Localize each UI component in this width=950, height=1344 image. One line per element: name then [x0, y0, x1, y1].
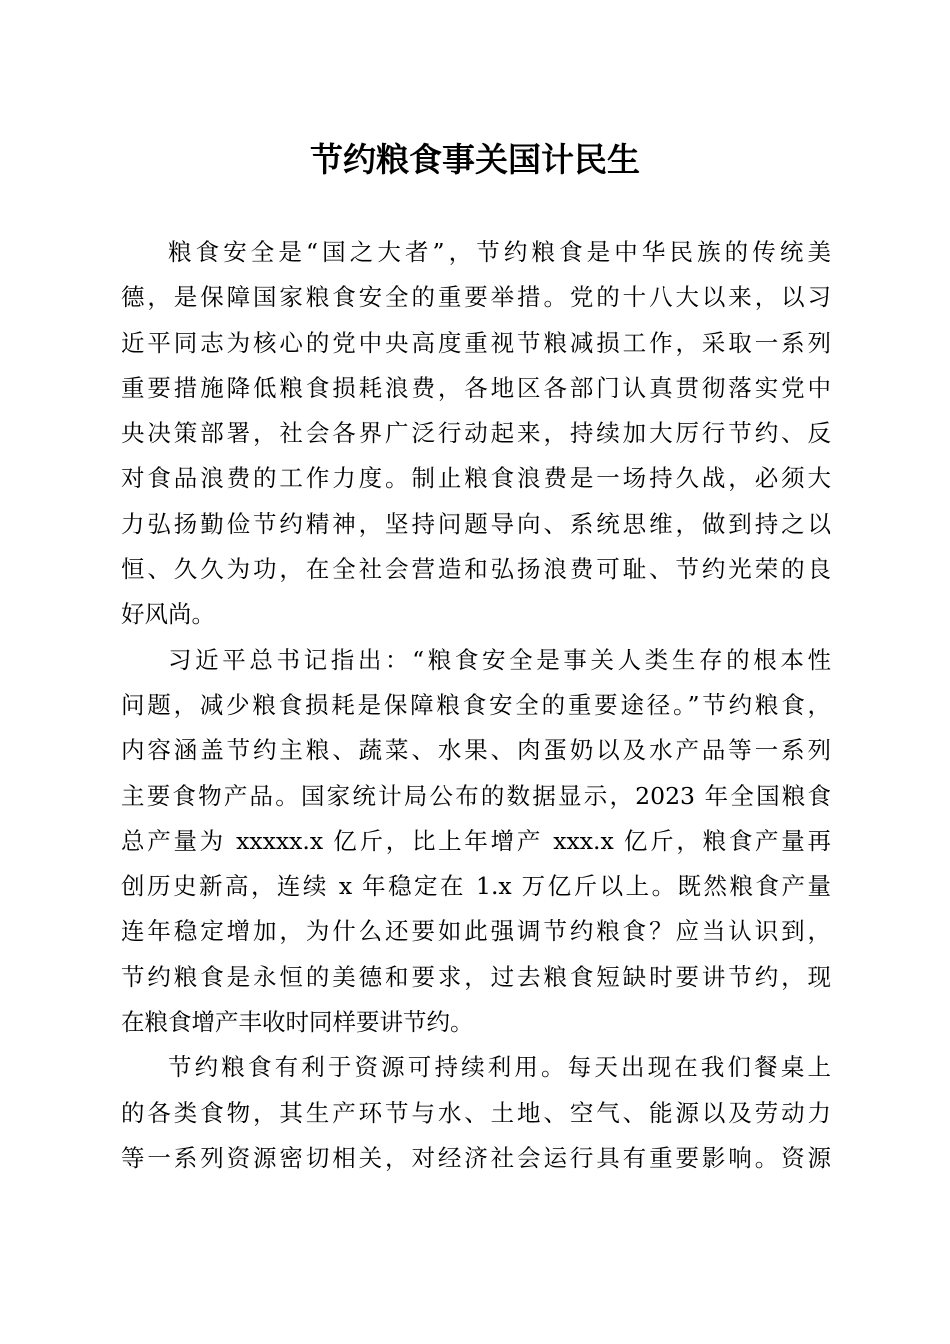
text-line: 粮食安全是“国之大者”，节约粮食是中华民族的传统美 [168, 238, 831, 266]
paragraph-1 [121, 230, 831, 638]
text-line: 连年稳定增加，为什么还要如此强调节约粮食？应当认识到， [121, 917, 831, 946]
text-line: 主要食物产品。国家统计局公布的数据显示，2023 年全国粮食 [121, 781, 831, 810]
text-line: 习近平总书记指出：“粮食安全是事关人类生存的根本性 [168, 645, 831, 674]
text-line: 对食品浪费的工作力度。制止粮食浪费是一场持久战，必须大 [121, 464, 831, 493]
paragraph-2 [121, 638, 831, 1046]
text-line: 问题，减少粮食损耗是保障粮食安全的重要途径。”节约粮食， [121, 690, 831, 719]
text-line: 央决策部署，社会各界广泛行动起来，持续加大厉行节约、反 [121, 419, 831, 448]
text-line: 创历史新高，连续 x 年稳定在 1.x 万亿斤以上。既然粮食产量 [121, 872, 831, 901]
text-line: 在粮食增产丰收时同样要讲节约。 [121, 1008, 474, 1037]
text-line: 近平同志为核心的党中央高度重视节粮减损工作，采取一系列 [121, 328, 831, 357]
text-line: 的各类食物，其生产环节与水、土地、空气、能源以及劳动力 [121, 1098, 831, 1127]
text-line: 力弘扬勤俭节约精神，坚持问题导向、系统思维，做到持之以 [121, 509, 831, 538]
text-line: 恒、久久为功，在全社会营造和弘扬浪费可耻、节约光荣的良 [121, 555, 831, 584]
text-line: 内容涵盖节约主粮、蔬菜、水果、肉蛋奶以及水产品等一系列 [121, 736, 831, 765]
text-line: 德，是保障国家粮食安全的重要举措。党的十八大以来，以习 [121, 283, 831, 312]
text-line: 节约粮食有利于资源可持续利用。每天出现在我们餐桌上 [168, 1053, 831, 1082]
paragraph-3 [121, 1045, 831, 1181]
text-line: 重要措施降低粮食损耗浪费，各地区各部门认真贯彻落实党中 [121, 373, 831, 402]
text-line: 总产量为 xxxxx.x 亿斤，比上年增产 xxx.x 亿斤，粮食产量再 [121, 826, 831, 855]
document-body [121, 230, 831, 1181]
text-line: 等一系列资源密切相关，对经济社会运行具有重要影响。资源 [121, 1143, 831, 1172]
document-title: 节约粮食事关国计民生 [310, 140, 640, 179]
text-line: 好风尚。 [121, 600, 215, 629]
text-line: 节约粮食是永恒的美德和要求，过去粮食短缺时要讲节约，现 [121, 962, 831, 991]
